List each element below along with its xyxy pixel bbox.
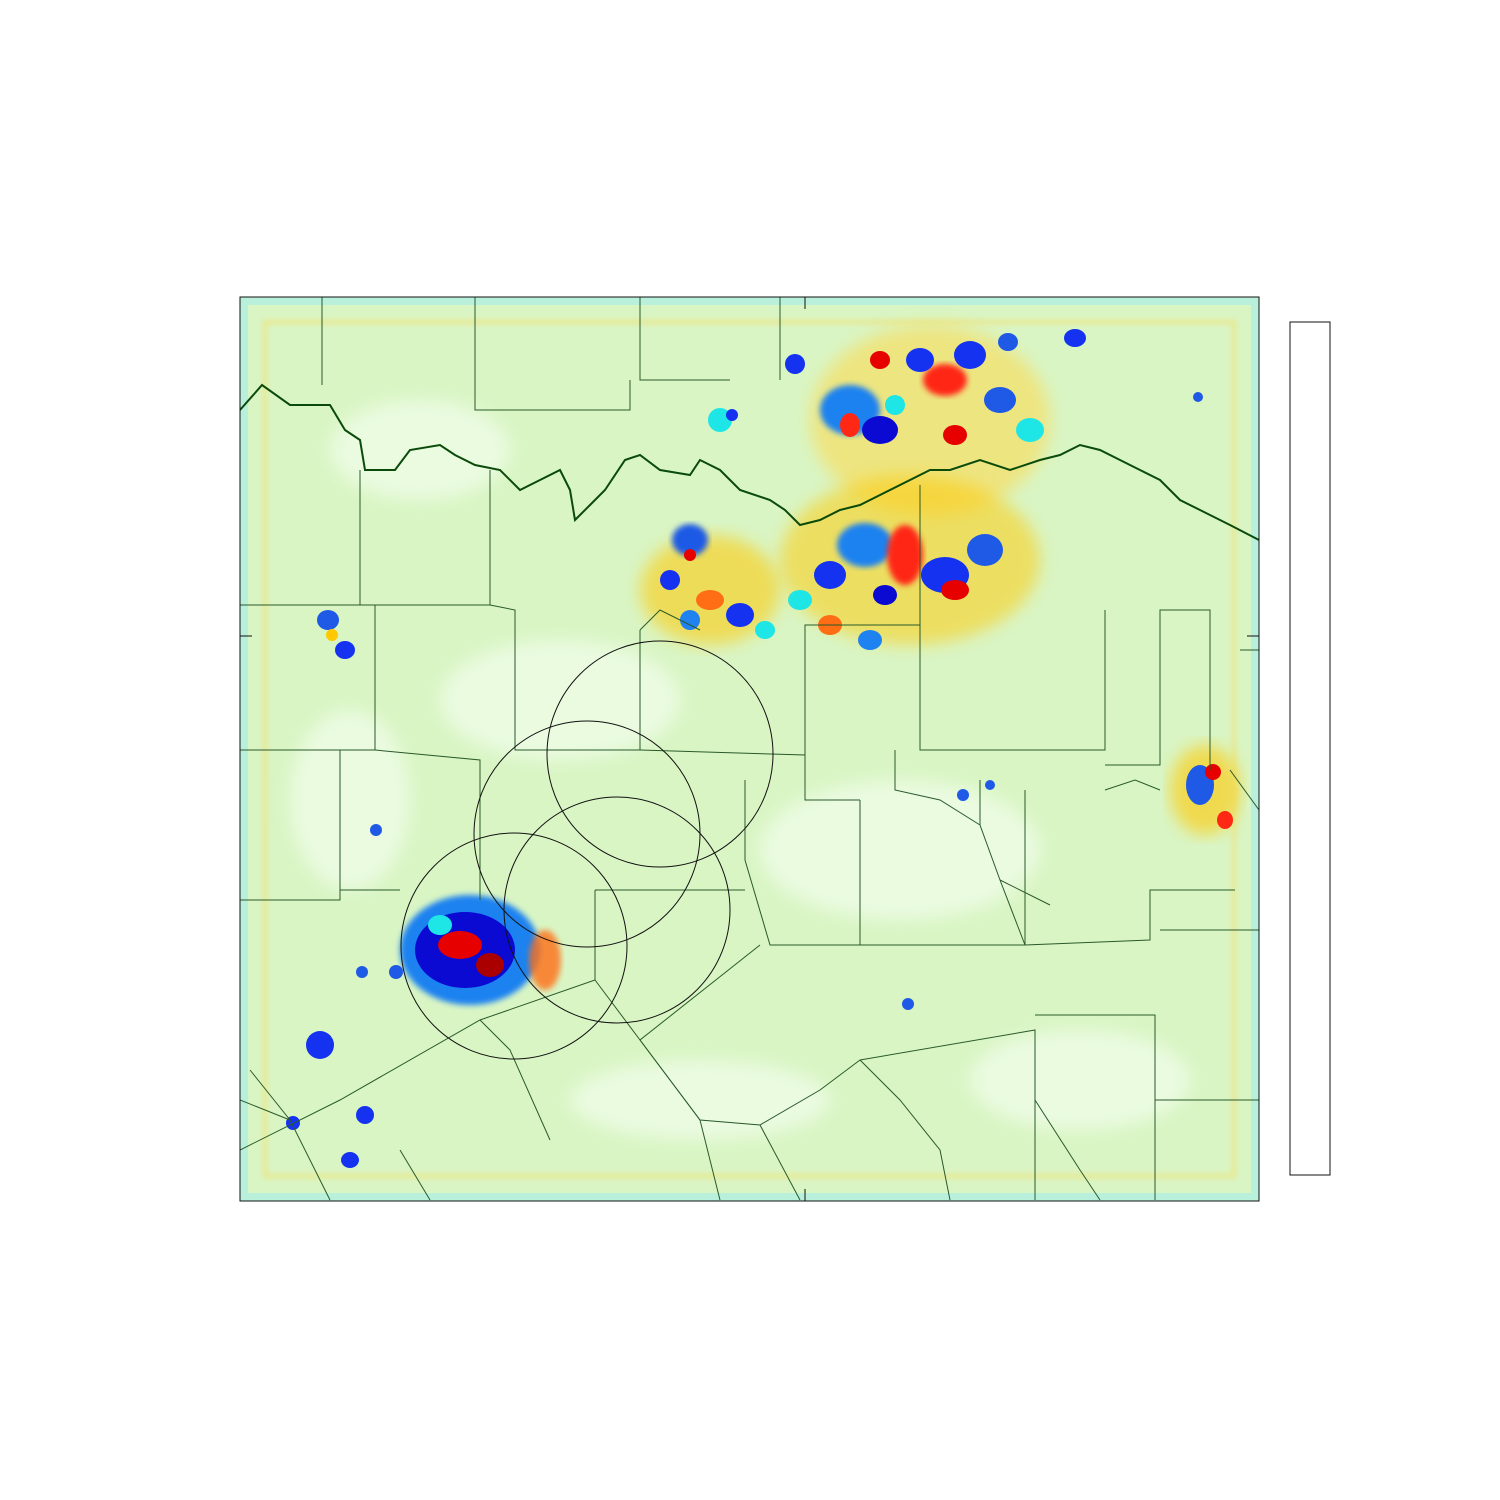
colorbar-frame bbox=[1290, 322, 1330, 1175]
